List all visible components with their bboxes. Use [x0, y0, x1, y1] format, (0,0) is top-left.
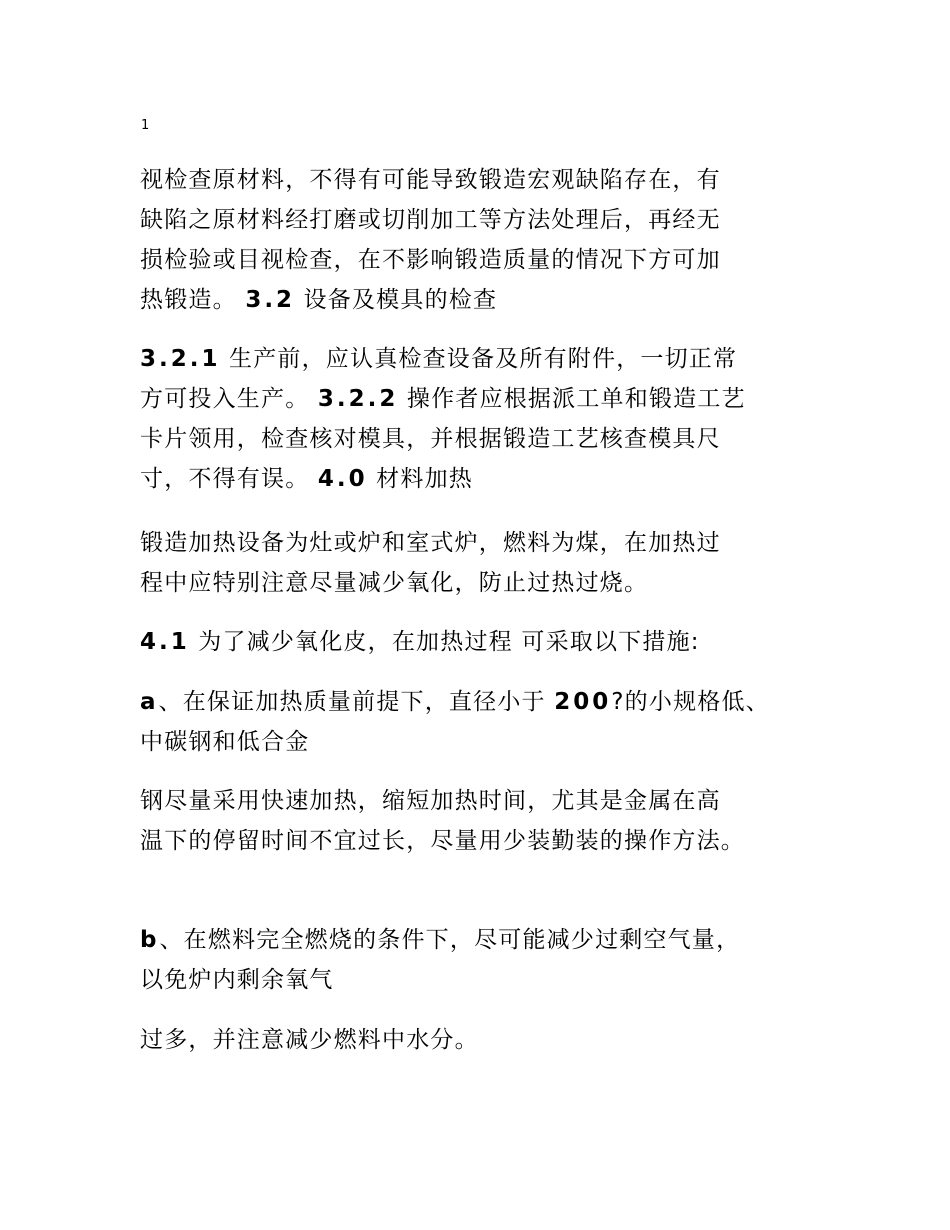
text-segment: 为了减少氧化皮，在加热过程 可采取以下措施:	[189, 629, 700, 655]
section-number: 3.2.1	[140, 346, 221, 372]
text-line: 中碳钢和低合金	[140, 729, 310, 755]
paragraph-measure-b	[140, 920, 820, 1000]
paragraph-heating-equipment	[140, 523, 820, 603]
list-marker: b	[140, 927, 160, 953]
text-line	[140, 339, 820, 379]
text-segment: 热锻造。	[140, 287, 246, 313]
paragraph-measure-a	[140, 682, 820, 762]
text-line	[140, 920, 820, 960]
section-number: 4.1	[140, 629, 190, 655]
section-number: 4.0	[317, 466, 368, 492]
section-heading: 材料加热	[367, 466, 473, 492]
text-line	[140, 459, 820, 499]
paragraph-equipment-inspection	[140, 339, 820, 499]
text-segment: 生产前，应认真检查设备及所有附件，一切正常	[220, 346, 738, 372]
page-number: 1	[141, 118, 150, 133]
diameter-value: 200	[554, 689, 612, 715]
text-segment: 、在燃料完全燃烧的条件下，尽可能减少过剩空气量，	[159, 927, 741, 953]
text-segment: 方可投入生产。	[140, 386, 318, 412]
text-line: 程中应特别注意尽量减少氧化，防止过热过烧。	[140, 570, 649, 596]
text-line: 缺陷之原材料经打磨或切削加工等方法处理后，再经无	[140, 207, 721, 233]
paragraph-reduce-moisture	[140, 1020, 820, 1060]
text-line: 以免炉内剩余氧气	[140, 967, 334, 993]
text-line	[140, 682, 820, 722]
text-line	[140, 280, 820, 320]
text-line: 钢尽量采用快速加热，缩短加热时间，尤其是金属在高	[140, 788, 721, 814]
paragraph-fast-heating	[140, 781, 820, 861]
text-line: 过多，并注意减少燃料中水分。	[140, 1027, 479, 1053]
text-segment: ?的小规格低、	[611, 689, 770, 715]
text-line: 视检查原材料，不得有可能导致锻造宏观缺陷存在，有	[140, 167, 721, 193]
list-marker: a	[140, 689, 159, 715]
text-segment: 操作者应根据派工单和锻造工艺	[398, 386, 746, 412]
text-line	[140, 379, 820, 419]
text-line: 卡片领用，检查核对模具，并根据锻造工艺核查模具尺	[140, 426, 721, 452]
section-number: 3.2	[245, 287, 296, 313]
text-line: 损检验或目视检查，在不影响锻造质量的情况下方可加	[140, 247, 721, 273]
text-segment: 、在保证加热质量前提下，直径小于	[158, 689, 555, 715]
text-segment: 寸，不得有误。	[140, 466, 318, 492]
text-line: 温下的停留时间不宜过长，尽量用少装勤装的操作方法。	[140, 828, 745, 854]
section-heading: 设备及模具的检查	[295, 287, 498, 313]
paragraph-raw-material-inspection	[140, 160, 820, 320]
section-number: 3.2.2	[317, 386, 399, 412]
paragraph-reduce-oxidation	[140, 622, 820, 662]
text-line: 锻造加热设备为灶或炉和室式炉，燃料为煤，在加热过	[140, 530, 721, 556]
text-line	[140, 622, 820, 662]
